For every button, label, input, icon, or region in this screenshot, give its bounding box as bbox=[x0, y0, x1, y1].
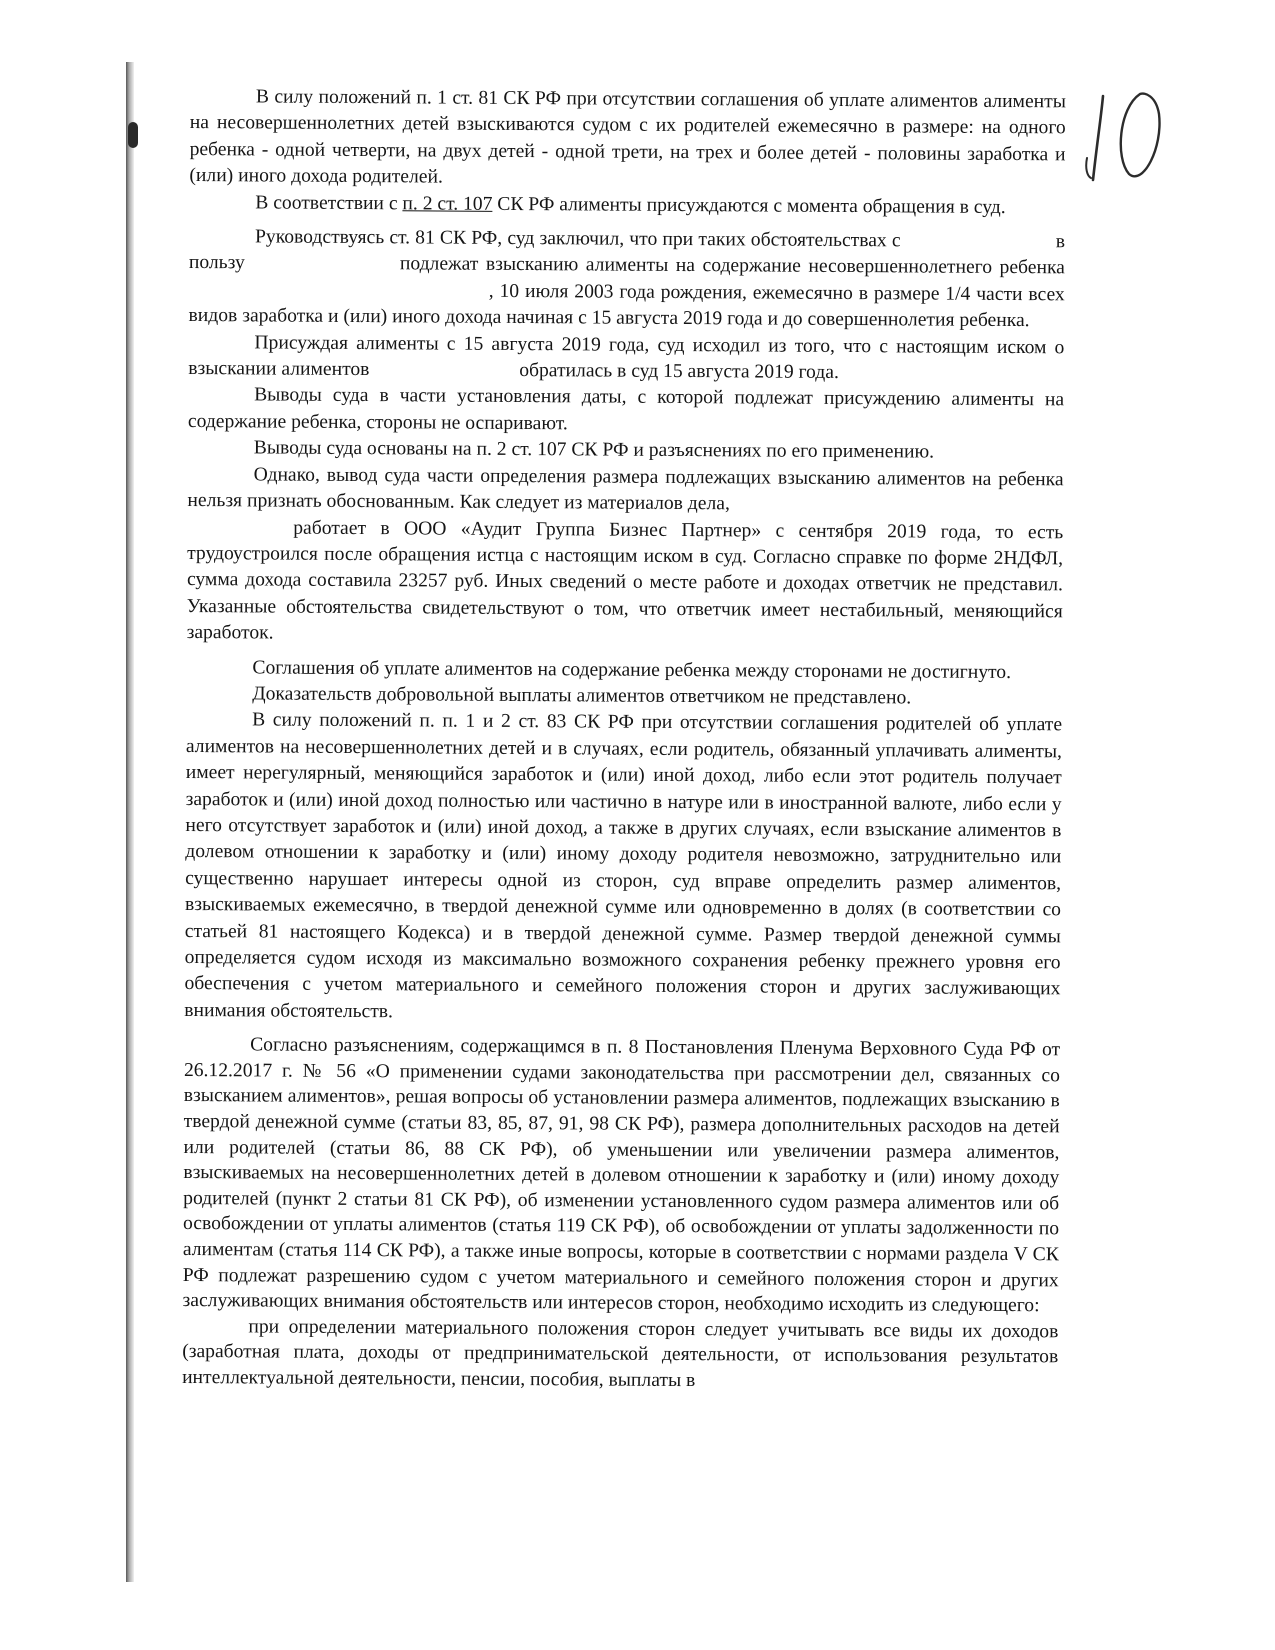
binding-hole bbox=[128, 122, 138, 148]
paragraph-2-start: В соответствии с bbox=[255, 192, 403, 214]
document-body bbox=[182, 84, 1066, 1396]
paragraph-10: Доказательств добровольной выплаты алиментов ответчиком не представлено. bbox=[252, 683, 912, 709]
paragraph-8 bbox=[187, 514, 1064, 651]
redacted-name bbox=[374, 375, 514, 376]
paragraph-2-end: СК РФ алименты присуждаются с момента обращения в суд. bbox=[492, 193, 1006, 218]
paragraph-3-part-a: Руководствуясь ст. 81 СК РФ, суд заключил, что при таких обстоятельствах с bbox=[255, 226, 901, 252]
law-reference-link: п. 2 ст. 107 bbox=[402, 192, 493, 215]
handwritten-page-number bbox=[1085, 88, 1175, 188]
redacted-name bbox=[252, 269, 392, 270]
paragraph-3-part-c: подлежат взысканию алименты на содержание несовершеннолетнего ребенка bbox=[399, 253, 1065, 279]
paragraph-4-part-a: Присуждая алименты с 15 августа 2019 года, суд исходил из того, что с настоящим иском о взыскании алиментов bbox=[188, 332, 1065, 381]
paragraph-13: при определении материального положения сторон следует учитывать все виды их доходов (заработная плата, доходы от предпринимательской деятельности, от использования результатов интеллектуальной деятельности, пенсии, пособия, выплаты в bbox=[182, 1316, 1059, 1392]
paragraph-2 bbox=[189, 190, 1065, 222]
page-edge-shadow bbox=[126, 62, 134, 1582]
paragraph-12: Согласно разъяснениям, содержащимся в п. 8 Постановления Пленума Верховного Суда РФ от 26.12.2017 г. № 56 «О применении судами законодательства при рассмотрении дел, связанных со взысканием алиментов», решая вопросы об установлении размера алиментов, подлежащих взысканию в твердой денежной сумме (статьи 83, 85, 87, 91, 98 СК РФ), размера дополнительных расходов на детей или родителей (статьи 86, 88 СК РФ), об уменьшении или увеличении размера алиментов, взыскиваемых на несовершеннолетних детей в долевом отношении к заработку и (или) иному доходу родителей (пункт 2 статьи 81 СК РФ), об изменении установленного судом размера алиментов или об освобождении от уплаты алиментов (статья 119 СК РФ), об освобождении от уплаты задолженности по алиментам (статья 114 СК РФ), а также иные вопросы, которые в соответствии с нормами раздела V СК РФ подлежат разрешению судом с учетом материального и семейного положения сторон и других заслуживающих внимания обстоятельств или интересов сторон, необходимо исходить из следующего: bbox=[182, 1034, 1061, 1317]
paragraph-4-part-b: обратилась в суд 15 августа 2019 года. bbox=[519, 360, 839, 384]
paragraph-1: В силу положений п. 1 ст. 81 СК РФ при отсутствии соглашения об уплате алиментов алименты на несовершеннолетних детей взыскиваются судом с их родителей ежемесячно в размере: на одного ребенка - одной четверти, на двух детей - одной трети, на трех и более детей - половины заработка и (или) иного дохода родителей. bbox=[189, 86, 1066, 188]
paragraph-7: Однако, вывод суда части определения размера подлежащих взысканию алиментов на ребенка нельзя признать обоснованным. Как следует из материалов дела, bbox=[187, 464, 1064, 515]
handwritten-page-number-drawing bbox=[1085, 88, 1175, 188]
paragraph-3-part-d: , 10 июля 2003 года рождения, ежемесячно в размере 1/4 части всех видов заработка и (или) иного дохода начиная с 15 августа 2019 года и до совершеннолетия ребенка. bbox=[188, 280, 1065, 332]
paragraph-4 bbox=[188, 330, 1064, 388]
paragraph-9: Соглашения об уплате алиментов на содержание ребенка между сторонами не достигнуто. bbox=[252, 656, 1012, 683]
paragraph-5: Выводы суда в части установления даты, с которой подлежат присуждению алименты на содержание ребенка, стороны не оспаривают. bbox=[187, 384, 1065, 435]
paragraph-8-text: работает в ООО «Аудит Группа Бизнес Партнер» с сентября 2019 года, то есть трудоустроился после обращения истца с настоящим иском в суд. Согласно справке по форме 2НДФЛ, сумма дохода составила 23257 руб. Иных сведений о месте работе и доходах ответчик не представил. Указанные обстоятельства свидетельствуют о том, что ответчик имеет нестабильный, меняющийся заработок. bbox=[186, 517, 1064, 644]
redacted-name bbox=[189, 295, 489, 297]
paragraph-3-part-b: в пользу bbox=[188, 231, 1066, 274]
paragraph-11: В силу положений п. п. 1 и 2 ст. 83 СК РФ при отсутствии соглашения родителей об уплате алиментов на несовершеннолетних детей и в случаях, если родитель, обязанный уплачивать алименты, имеет нерегулярный, меняющийся заработок и (или) иной доход, либо если этот родитель получает заработок и (или) иной доход полностью или частично в натуре или в иностранной валюте, либо если у него отсутствует заработок и (или) иной доход, а также в других случаях, если взыскание алиментов в долевом отношении к заработку и (или) иному доходу родителя невозможно, затруднительно или существенно нарушает интересы одной из сторон, суд вправе определить размер алиментов, взыскиваемых ежемесячно, в твердой денежной сумме или одновременно в долях (в соответствии со статьей 81 настоящего Кодекса) и в твердой денежной сумме. Размер твердой денежной суммы определяется судом исходя из максимально возможного сохранения ребенку прежнего уровня его обеспечения с учетом материального и семейного положения сторон и других заслуживающих внимания обстоятельств. bbox=[184, 709, 1063, 1023]
paragraph-6: Выводы суда основаны на п. 2 ст. 107 СК РФ и разъяснениях по его применению. bbox=[253, 437, 935, 463]
paragraph-3 bbox=[188, 224, 1065, 335]
redacted-name bbox=[906, 246, 1056, 247]
